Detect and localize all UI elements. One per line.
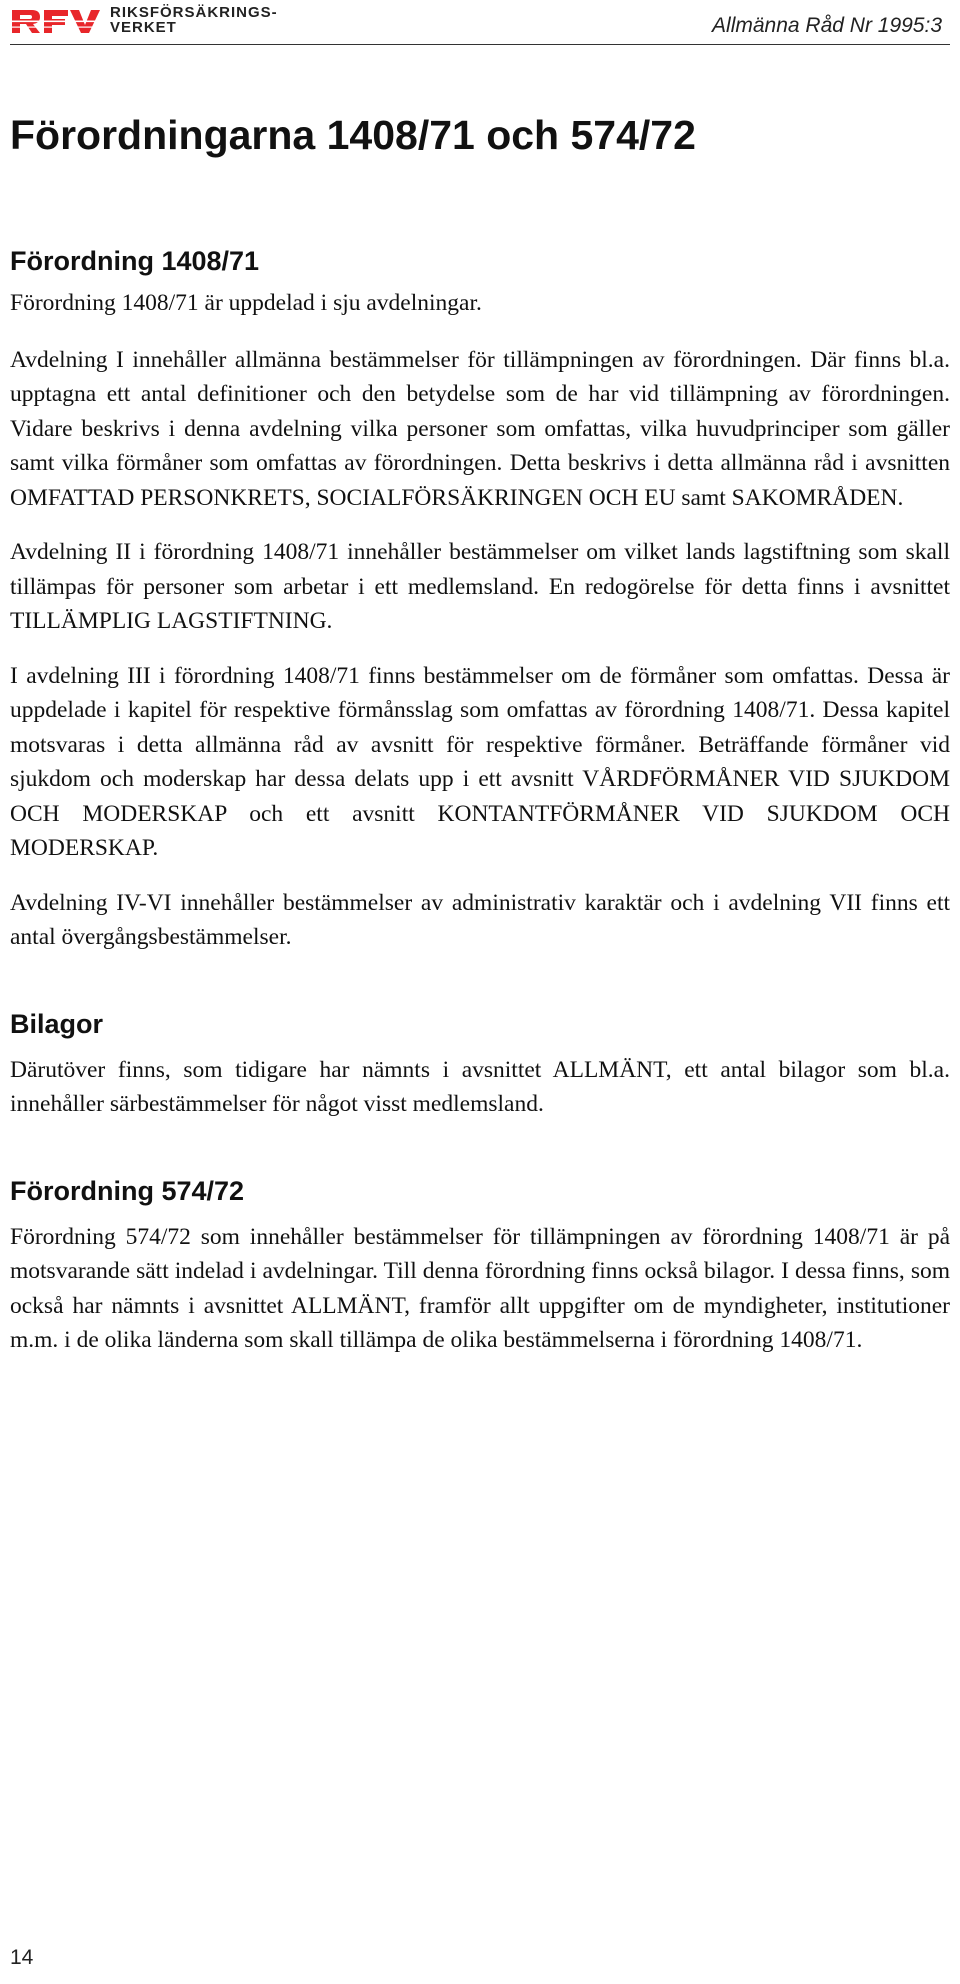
logo-line-1: RIKSFÖRSÄKRINGS- bbox=[110, 4, 278, 21]
document-reference: Allmänna Råd Nr 1995:3 bbox=[712, 14, 942, 37]
paragraph: I avdelning III i förordning 1408/71 finns bestämmelser om de förmåner som omfattas. Dessa är uppdelade i kapitel för respektive förmånsslag som omfattas av förordning 1408/71. Dessa kapitel motsvaras i detta allmänna råd av avsnitt för respektive förmåner. Beträffande förmåner vid sjukdom och moderskap har dessa delats upp i ett avsnitt VÅRDFÖRMÅNER VID SJUKDOM OCH MODERSKAP och ett avsnitt KONTANTFÖRMÅNER VID SJUKDOM OCH MODERSKAP. bbox=[10, 662, 950, 861]
section-heading: Förordning 1408/71 bbox=[10, 246, 260, 276]
section-forordning-574-72 bbox=[10, 1174, 950, 1358]
rfv-logo bbox=[10, 4, 280, 38]
paragraph: Avdelning IV-VI innehåller bestämmelser av administrativ karaktär och i avdelning VII finns ett antal övergångsbestämmelser. bbox=[10, 889, 950, 950]
spacer bbox=[10, 160, 950, 244]
page-title: Förordningarna 1408/71 och 574/72 bbox=[10, 112, 696, 158]
rfv-logo-mark-icon bbox=[10, 6, 102, 36]
section-heading: Förordning 574/72 bbox=[10, 1175, 245, 1206]
paragraph: Förordning 1408/71 är uppdelad i sju avdelningar. bbox=[10, 290, 482, 316]
paragraph: Avdelning I innehåller allmänna bestämmelser för tillämpningen av förordningen. Där finns bl.a. upptagna ett antal definitioner och den betydelse som de har vid tillämpning av förordningen. Vidare beskrivs i denna avdelning vilka personer som omfattas, vilka huvudprinciper som gäller samt vilka förmåner som omfattas av förordningen. Detta beskrivs i detta allmänna råd i avsnitten OMFATTAD PERSONKRETS, SOCIALFÖRSÄKRINGEN OCH EU samt SAKOMRÅDEN. bbox=[10, 346, 950, 511]
section-forordning-1408-71 bbox=[10, 244, 950, 955]
header-divider bbox=[10, 44, 950, 45]
main-content bbox=[10, 110, 950, 1358]
paragraph: Avdelning II i förordning 1408/71 innehåller bestämmelser om vilket lands lagstiftning som skall tillämpas för personer som arbetar i ett medlemsland. En redogörelse för detta finns i avsnittet TILLÄMPLIG LAGSTIFTNING. bbox=[10, 539, 950, 634]
logo-line-2: VERKET bbox=[110, 19, 177, 36]
paragraph: Förordning 574/72 som innehåller bestämmelser för tillämpningen av förordning 1408/71 är på motsvarande sätt indelad i avdelningar. Till denna förordning finns också bilagor. I dessa finns, som också har nämnts i avsnittet ALLMÄNT, framför allt uppgifter om de myndigheter, institutioner m.m. i de olika länderna som skall tillämpa de olika bestämmelserna i förordning 1408/71. bbox=[10, 1223, 950, 1353]
section-heading: Bilagor bbox=[10, 1008, 104, 1039]
logo-wordmark bbox=[110, 5, 278, 35]
page-number: 14 bbox=[10, 1946, 34, 1969]
page-header bbox=[10, 4, 950, 44]
paragraph: Därutöver finns, som tidigare har nämnts i avsnittet ALLMÄNT, ett antal bilagor som bl.a. innehåller särbestämmelser för något visst medlemsland. bbox=[10, 1056, 950, 1117]
section-bilagor bbox=[10, 1007, 950, 1122]
